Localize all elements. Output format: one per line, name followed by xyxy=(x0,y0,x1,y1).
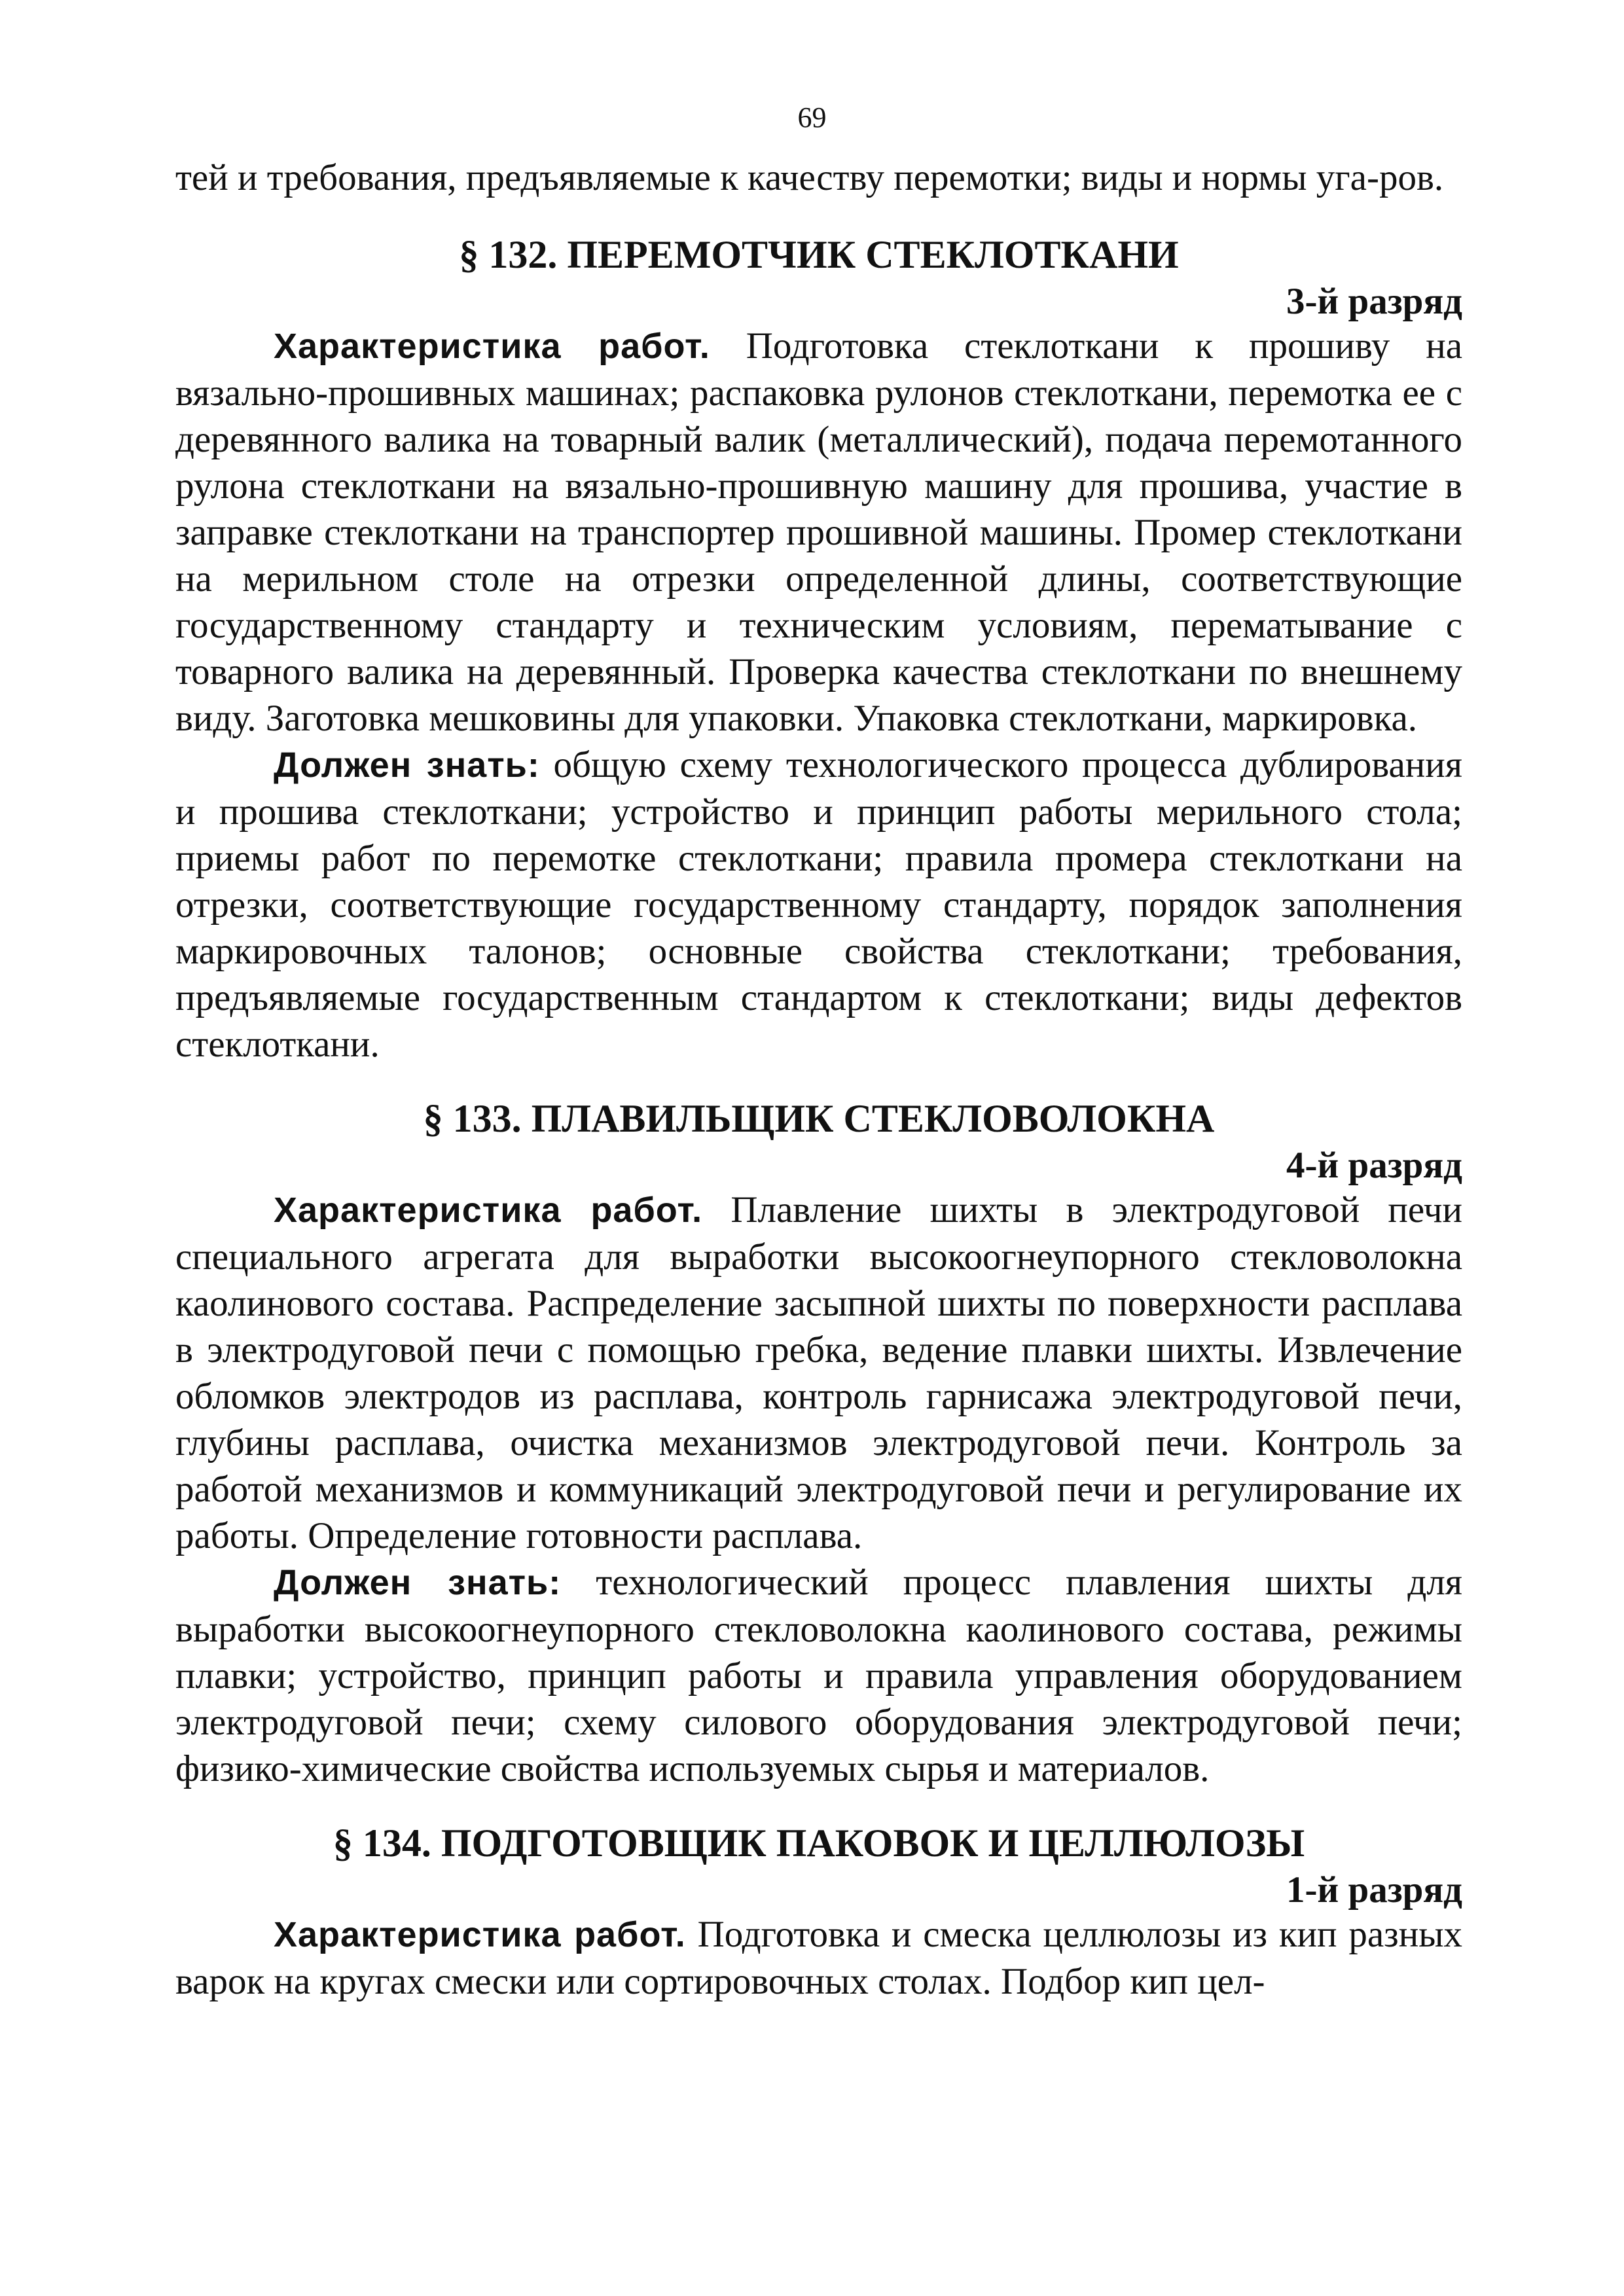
section-heading: § 132. ПЕРЕМОТЧИК СТЕКЛОТКАНИ xyxy=(459,233,1179,276)
work-description-paragraph xyxy=(175,323,1462,742)
page-body xyxy=(175,154,1462,2005)
work-description-text: Подготовка стеклоткани к прошиву на вязально-прошивных машинах; распаковка рулонов стеклоткани, перемотка ее с деревянного валика на товарный валик (металлический), подача перемотанного рулона стеклоткани на вязально-прошивную машину для прошива, участие в заправке стеклоткани на транспортер прошивной машины. Промер стеклоткани на мерильном столе на отрезки определенной длины, соответствующие государственному стандарту и техническим условиям, перематывание с товарного валика на деревянный. Проверка качества стеклоткани по внешнему виду. Заготовка мешковины для упаковки. Упаковка стеклоткани, маркировка. xyxy=(175,325,1462,739)
required-knowledge-lead: Должен знать: xyxy=(274,1563,562,1602)
work-description-text: Плавление шихты в электродуговой печи специального агрегата для выработки высокоогнеупорного стекловолокна каолинового состава. Распределение засыпной шихты по поверхности расплава в электродуговой печи с помощью гребка, ведение плавки шихты. Извлечение обломков электродов из расплава, контроль гарнисажа электродуговой печи, глубины расплава, очистка механизмов электродуговой печи. Контроль за работой механизмов и коммуникаций электродуговой печи и регулирование их работы. Определение готовности расплава. xyxy=(175,1189,1462,1556)
required-knowledge-paragraph xyxy=(175,1559,1462,1792)
continuation-paragraph: тей и требования, предъявляемые к качеству перемотки; виды и нормы уга-ров. xyxy=(175,157,1444,198)
required-knowledge-text: технологический процесс плавления шихты для выработки высокоогнеупорного стекловолокна каолинового состава, режимы плавки; устройство, принцип работы и правила управления оборудованием электродуговой печи; схему силового оборудования электродуговой печи; физико-химические свойства используемых сырья и материалов. xyxy=(175,1562,1462,1789)
section-134 xyxy=(175,1817,1462,2005)
required-knowledge-paragraph xyxy=(175,742,1462,1067)
section-132 xyxy=(175,228,1462,1067)
work-description-lead: Характеристика работ. xyxy=(274,1915,686,1954)
section-grade: 3-й разряд xyxy=(1286,281,1462,322)
section-133 xyxy=(175,1092,1462,1792)
section-heading: § 134. ПОДГОТОВЩИК ПАКОВОК И ЦЕЛЛЮЛОЗЫ xyxy=(333,1821,1305,1865)
work-description-text: Подготовка и смеска целлюлозы из кип разных варок на кругах смески или сортировочных столах. Подбор кип цел- xyxy=(175,1914,1462,2002)
required-knowledge-text: общую схему технологического процесса дублирования и прошива стеклоткани; устройство и принцип работы мерильного стола; приемы работ по перемотке стеклоткани; правила промера стеклоткани на отрезки, соответствующие государственному стандарту, порядок заполнения маркировочных талонов; основные свойства стеклоткани; требования, предъявляемые государственным стандартом к стеклоткани; виды дефектов стеклоткани. xyxy=(175,744,1462,1065)
work-description-lead: Характеристика работ. xyxy=(274,327,710,366)
required-knowledge-lead: Должен знать: xyxy=(274,745,540,785)
work-description-lead: Характеристика работ. xyxy=(274,1191,703,1230)
work-description-paragraph xyxy=(175,1187,1462,1559)
work-description-paragraph xyxy=(175,1911,1462,2005)
section-heading: § 133. ПЛАВИЛЬЩИК СТЕКЛОВОЛОКНА xyxy=(423,1097,1215,1140)
section-grade: 4-й разряд xyxy=(1286,1145,1462,1186)
section-grade: 1-й разряд xyxy=(1286,1869,1462,1910)
page-number: 69 xyxy=(797,101,827,134)
